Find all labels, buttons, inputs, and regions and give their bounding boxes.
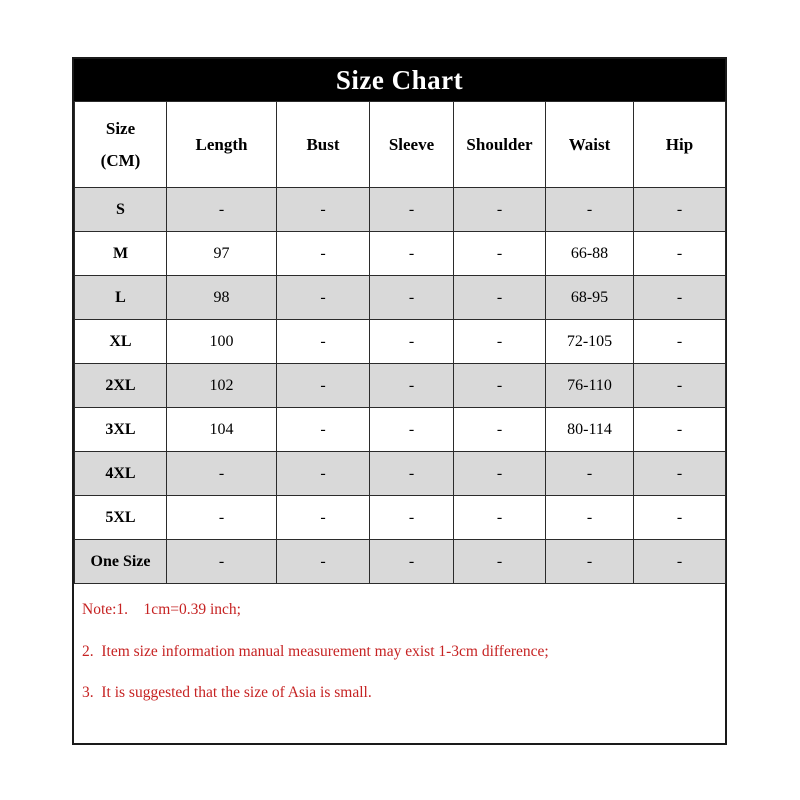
size-label-cell: L (75, 276, 167, 320)
table-row (75, 320, 726, 364)
measurement-cell-shoulder: - (454, 364, 546, 408)
measurement-cell-length: - (167, 496, 277, 540)
table-row (75, 188, 726, 232)
measurement-cell-bust: - (277, 540, 370, 584)
measurement-cell-hip: - (634, 276, 726, 320)
measurement-cell-length: - (167, 188, 277, 232)
size-label-cell: S (75, 188, 167, 232)
measurement-cell-bust: - (277, 408, 370, 452)
measurement-cell-hip: - (634, 232, 726, 276)
size-chart-container (72, 57, 727, 745)
size-label-cell: 3XL (75, 408, 167, 452)
column-header-length: Length (167, 102, 277, 188)
measurement-cell-sleeve: - (370, 364, 454, 408)
column-header-size-line1: Size (105, 119, 136, 139)
measurement-cell-waist: - (546, 188, 634, 232)
measurement-cell-shoulder: - (454, 276, 546, 320)
table-row (75, 540, 726, 584)
measurement-cell-shoulder: - (454, 452, 546, 496)
size-chart-table (74, 101, 726, 584)
measurement-cell-shoulder: - (454, 540, 546, 584)
size-label-cell: One Size (75, 540, 167, 584)
notes-section (74, 584, 725, 701)
measurement-cell-bust: - (277, 496, 370, 540)
measurement-cell-hip: - (634, 408, 726, 452)
measurement-cell-length: 102 (167, 364, 277, 408)
measurement-cell-waist: - (546, 452, 634, 496)
measurement-cell-length: 100 (167, 320, 277, 364)
size-label-cell: 5XL (75, 496, 167, 540)
measurement-cell-waist: 66-88 (546, 232, 634, 276)
column-header-sleeve: Sleeve (370, 102, 454, 188)
measurement-cell-shoulder: - (454, 232, 546, 276)
measurement-cell-waist: 76-110 (546, 364, 634, 408)
size-label-cell: M (75, 232, 167, 276)
table-row (75, 452, 726, 496)
measurement-cell-length: - (167, 540, 277, 584)
measurement-cell-length: 98 (167, 276, 277, 320)
table-row (75, 364, 726, 408)
measurement-cell-hip: - (634, 496, 726, 540)
column-header-waist: Waist (546, 102, 634, 188)
measurement-cell-hip: - (634, 364, 726, 408)
measurement-cell-bust: - (277, 364, 370, 408)
measurement-cell-waist: 72-105 (546, 320, 634, 364)
measurement-cell-bust: - (277, 276, 370, 320)
size-label-cell: 2XL (75, 364, 167, 408)
note-line: 3. It is suggested that the size of Asia is small. (82, 684, 372, 701)
measurement-cell-bust: - (277, 320, 370, 364)
measurement-cell-sleeve: - (370, 320, 454, 364)
size-chart-title-bar (74, 59, 725, 101)
measurement-cell-shoulder: - (454, 496, 546, 540)
column-header-hip: Hip (634, 102, 726, 188)
measurement-cell-bust: - (277, 452, 370, 496)
table-row (75, 496, 726, 540)
measurement-cell-sleeve: - (370, 540, 454, 584)
measurement-cell-length: 104 (167, 408, 277, 452)
table-header (75, 102, 726, 188)
measurement-cell-hip: - (634, 320, 726, 364)
measurement-cell-bust: - (277, 232, 370, 276)
measurement-cell-hip: - (634, 540, 726, 584)
table-header-row (75, 102, 726, 188)
measurement-cell-waist: - (546, 496, 634, 540)
table-row (75, 276, 726, 320)
measurement-cell-sleeve: - (370, 496, 454, 540)
measurement-cell-length: 97 (167, 232, 277, 276)
measurement-cell-sleeve: - (370, 276, 454, 320)
size-label-cell: 4XL (75, 452, 167, 496)
measurement-cell-hip: - (634, 188, 726, 232)
table-row (75, 408, 726, 452)
measurement-cell-sleeve: - (370, 452, 454, 496)
measurement-cell-shoulder: - (454, 320, 546, 364)
measurement-cell-shoulder: - (454, 408, 546, 452)
column-header-bust: Bust (277, 102, 370, 188)
measurement-cell-length: - (167, 452, 277, 496)
page-title: Size Chart (335, 64, 464, 95)
note-line: Note:1. 1cm=0.39 inch; (82, 601, 241, 618)
table-row (75, 232, 726, 276)
measurement-cell-hip: - (634, 452, 726, 496)
measurement-cell-bust: - (277, 188, 370, 232)
column-header-shoulder: Shoulder (454, 102, 546, 188)
measurement-cell-sleeve: - (370, 188, 454, 232)
measurement-cell-shoulder: - (454, 188, 546, 232)
table-body (75, 188, 726, 584)
column-header-size (75, 102, 167, 188)
measurement-cell-sleeve: - (370, 232, 454, 276)
measurement-cell-waist: 80-114 (546, 408, 634, 452)
measurement-cell-waist: - (546, 540, 634, 584)
size-label-cell: XL (75, 320, 167, 364)
measurement-cell-waist: 68-95 (546, 276, 634, 320)
note-line: 2. Item size information manual measurement may exist 1-3cm difference; (82, 642, 549, 660)
column-header-size-line2: (CM) (100, 150, 141, 170)
measurement-cell-sleeve: - (370, 408, 454, 452)
